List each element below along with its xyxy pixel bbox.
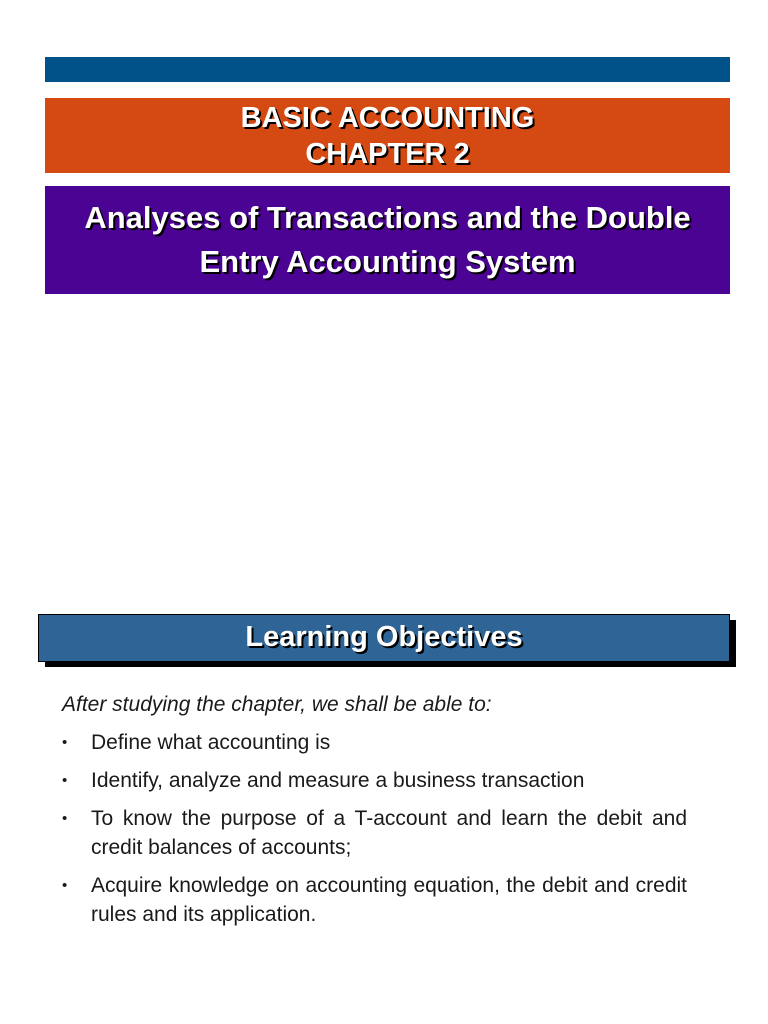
- chapter-label: CHAPTER 2: [305, 138, 470, 170]
- objective-text: Identify, analyze and measure a business transaction: [91, 769, 585, 792]
- objective-text: To know the purpose of a T-account and learn the debit and credit balances of accounts;: [91, 807, 687, 859]
- list-item: [62, 766, 687, 795]
- course-banner: [45, 98, 730, 173]
- chapter-title-line-1: Analyses of Transactions and the Double: [84, 200, 691, 235]
- objectives-list: [62, 728, 687, 938]
- objectives-heading: Learning Objectives: [38, 614, 730, 662]
- list-item: [62, 728, 687, 757]
- list-item: [62, 804, 687, 862]
- bullet-icon: •: [62, 734, 68, 751]
- course-name: BASIC ACCOUNTING: [240, 102, 535, 134]
- bullet-icon: •: [62, 810, 68, 827]
- chapter-title-banner: [45, 186, 730, 294]
- list-item: [62, 871, 687, 929]
- objectives-intro: After studying the chapter, we shall be able to:: [62, 693, 492, 716]
- bullet-icon: •: [62, 877, 68, 894]
- objective-text: Acquire knowledge on accounting equation, the debit and credit rules and its application.: [91, 874, 687, 926]
- objective-text: Define what accounting is: [91, 731, 331, 754]
- chapter-title-line-2: Entry Accounting System: [199, 244, 576, 279]
- top-accent-bar: [45, 57, 730, 82]
- bullet-icon: •: [62, 772, 68, 789]
